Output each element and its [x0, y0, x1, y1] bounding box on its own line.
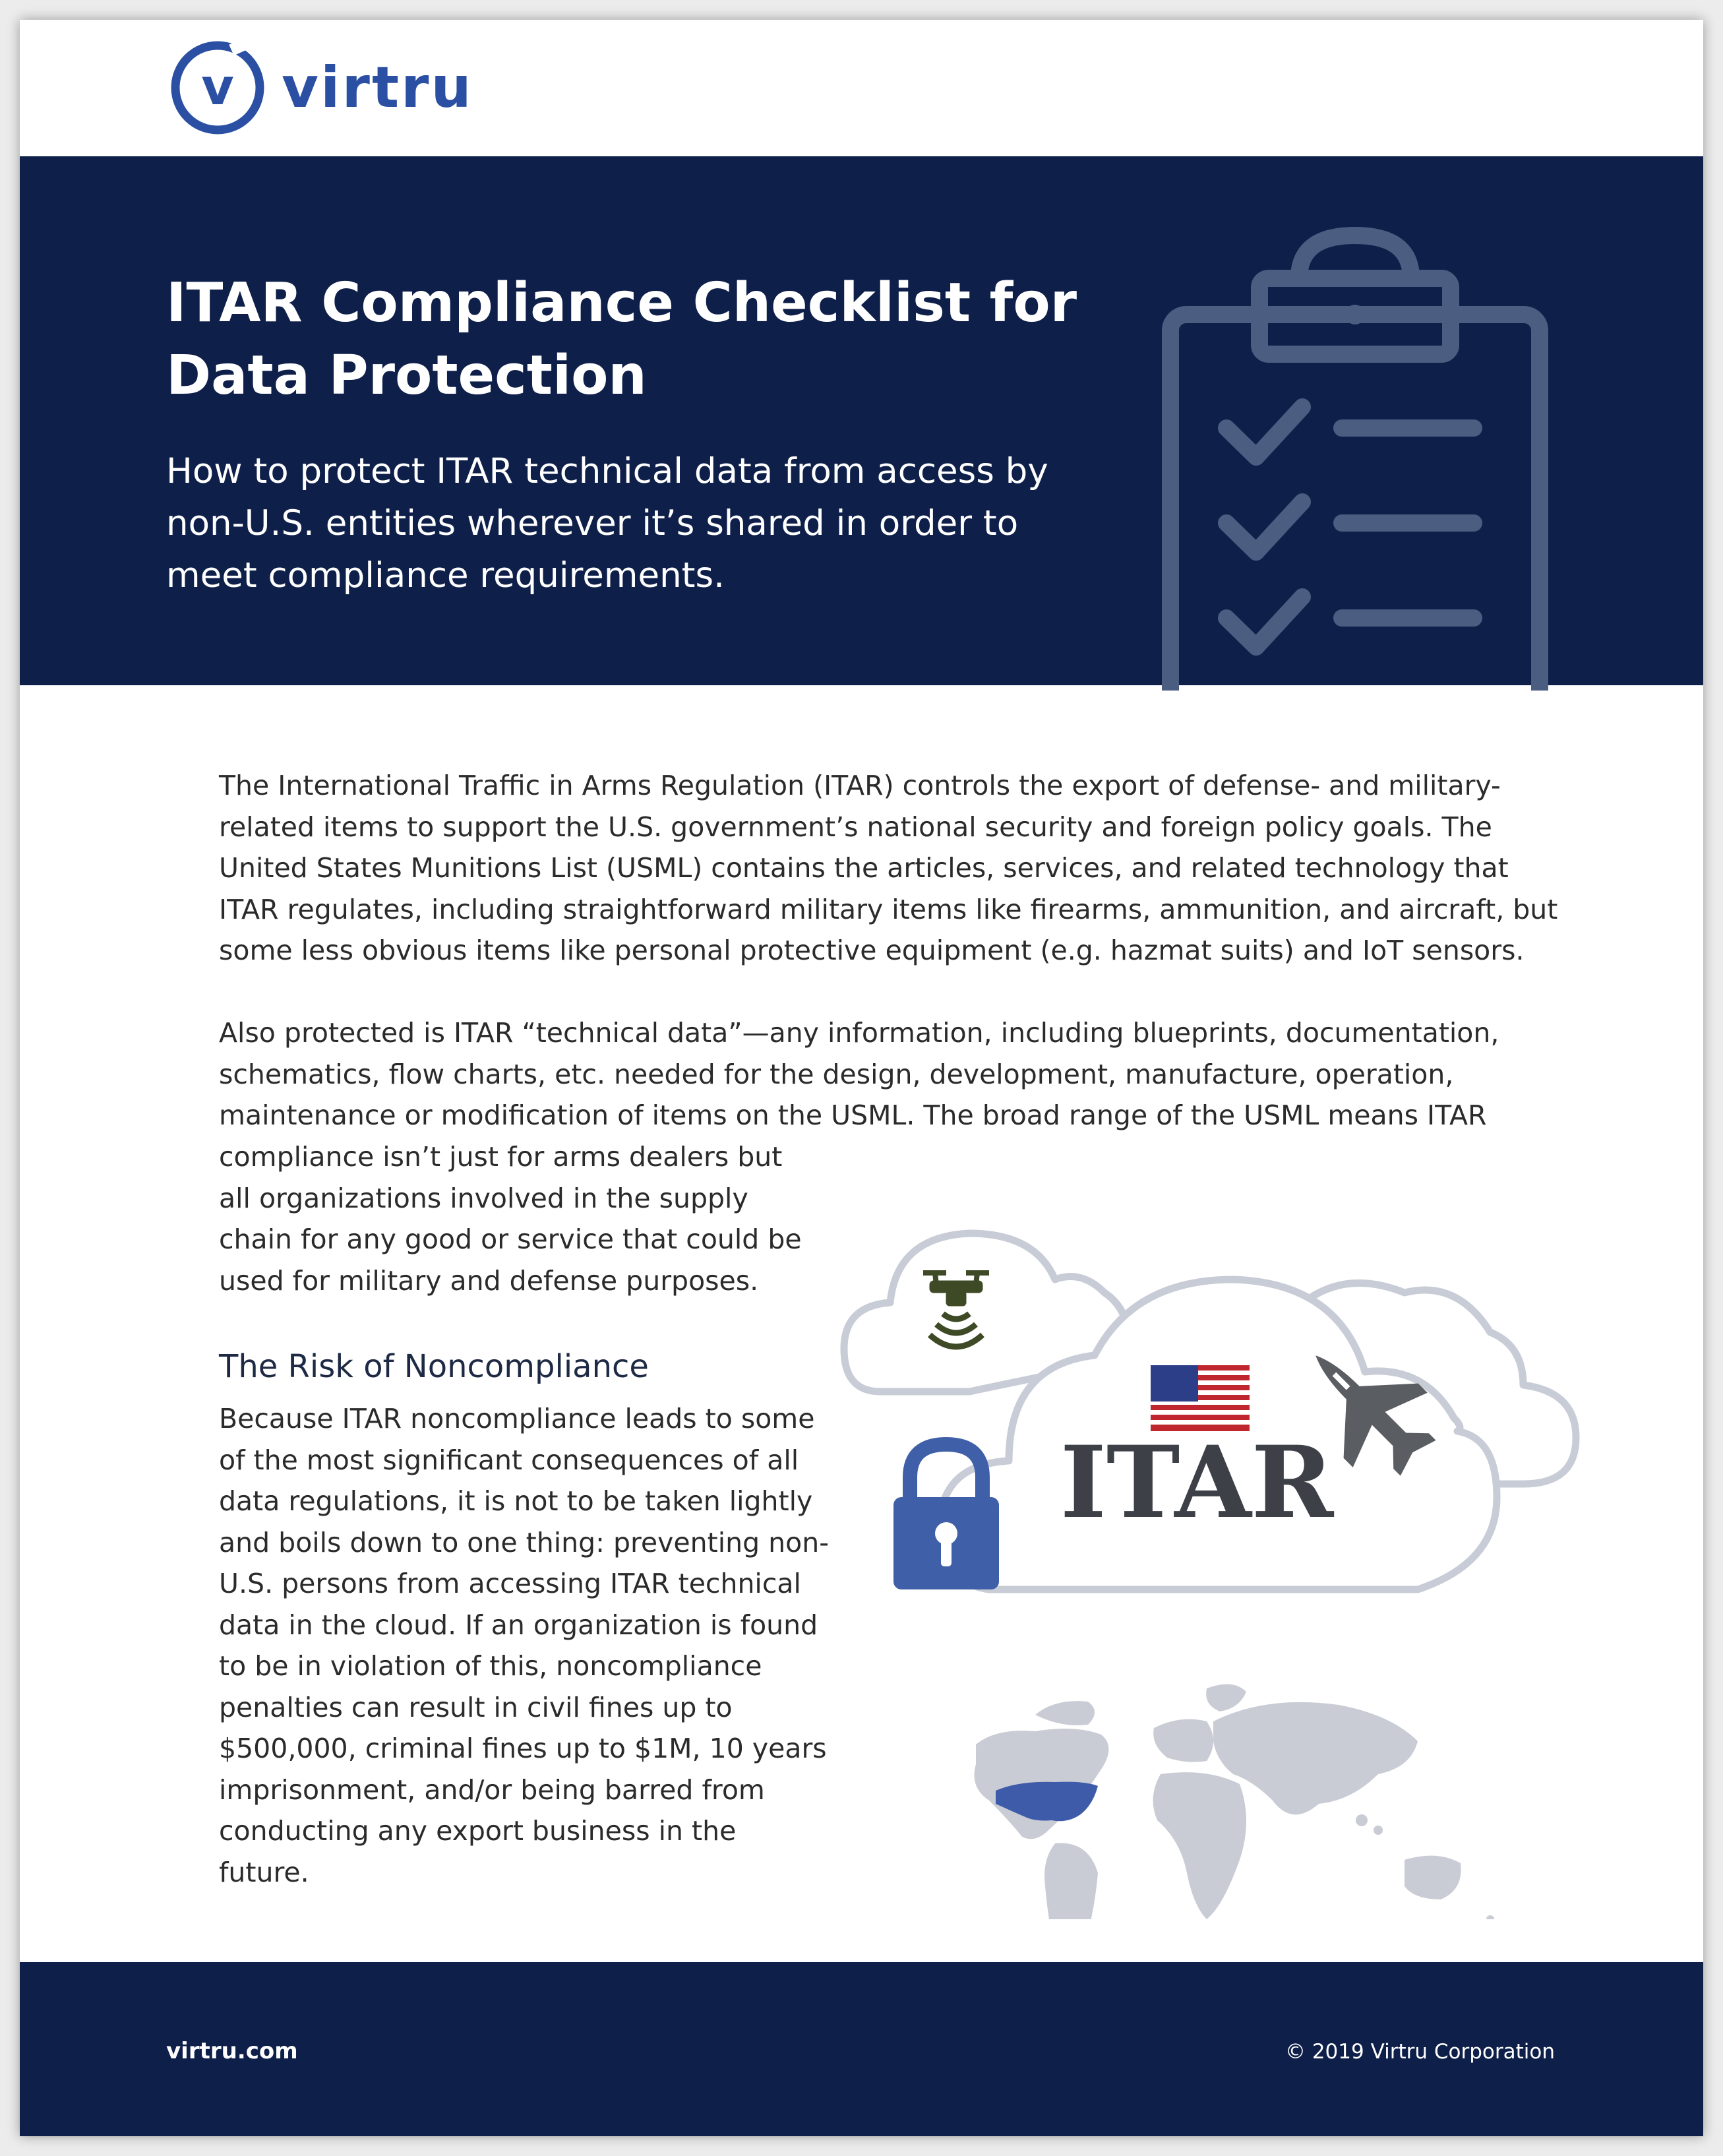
website-link[interactable]: virtru.com: [166, 2038, 298, 2064]
padlock-icon: [893, 1444, 999, 1589]
risk-heading: The Risk of Noncompliance: [219, 1348, 649, 1385]
footer-bar: [20, 1962, 1703, 2136]
page-title: ITAR Compliance Checklist for Data Protection: [166, 272, 1077, 407]
itar-cloud-illustration: [837, 1207, 1596, 1919]
logo-letter: v: [201, 57, 234, 116]
virtru-logo[interactable]: [168, 38, 473, 137]
hero-banner: [20, 156, 1703, 685]
itar-label: ITAR: [1060, 1425, 1334, 1541]
technical-data-paragraph-continued: compliance isn’t just for arms dealers but all organizations involved in the supply chain for any good or service that could be used for military and defense purposes.: [219, 1141, 802, 1297]
technical-data-paragraph: Also protected is ITAR “technical data”—any information, including blueprints, documentation, schematics, flow charts, etc. needed for the design, development, manufacture, operation, maintenance or modification of items on the USML. The broad range of the USML means ITAR: [219, 1017, 1499, 1131]
us-flag-icon: [1151, 1365, 1250, 1431]
virtru-logo-mark-icon: [168, 38, 267, 137]
intro-paragraph: The International Traffic in Arms Regulation (ITAR) controls the export of defense- and military-related items to support the U.S. government’s national security and foreign policy goals. The United States Munitions List (USML) contains the articles, services, and related technology that ITAR regulates, including straightforward military items like firearms, ammunition, and aircraft, but some less obvious items like personal protective equipment (e.g. hazmat suits) and IoT sensors.: [219, 770, 1558, 966]
logo-wordmark: virtru: [282, 55, 473, 121]
page-subtitle: How to protect ITAR technical data from access by non-U.S. entities wherever it’s shared in order to meet compliance requirements.: [166, 451, 1048, 596]
clipboard-checklist-icon: [1161, 216, 1569, 691]
risk-paragraph: Because ITAR noncompliance leads to some of the most significant consequences of all data regulations, it is not to be taken lightly and boils down to one thing: preventing non-U.S. persons from accessing ITAR technical data in the cloud. If an organization is found to be in violation of this, noncompliance penalties can result in civil fines up to $500,000, criminal fines up to $1M, 10 years imprisonment, and/or being barred from conducting any export business in the future.: [219, 1403, 829, 1888]
copyright-notice: © 2019 Virtru Corporation: [1285, 2040, 1555, 2064]
document-page: [20, 20, 1703, 2136]
